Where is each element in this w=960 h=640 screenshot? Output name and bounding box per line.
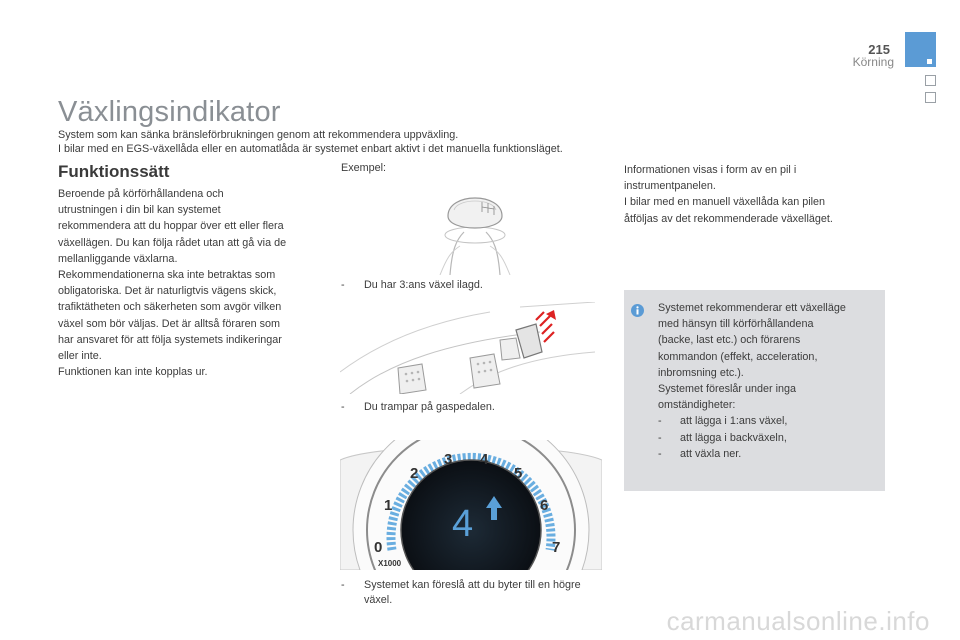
info-line: Systemet rekommenderar ett växelläge	[658, 302, 846, 314]
text-line: eller inte.	[58, 350, 102, 363]
step-dash: -	[341, 401, 345, 413]
text-line: växel som bör väljas. Det är alltså föraren som	[58, 317, 281, 330]
info-line: inbromsning etc.).	[658, 366, 744, 379]
info-item-text: att växla ner.	[680, 447, 742, 460]
info-line: omständigheter:	[658, 399, 736, 412]
info-item-text: att lägga i 1:ans växel,	[680, 415, 788, 428]
info-item-text: att lägga i backväxeln,	[680, 431, 787, 444]
info-line: med hänsyn till körförhållandena	[658, 318, 814, 331]
tachometer-illustration	[340, 440, 602, 570]
chapter-tab-active	[905, 32, 936, 67]
text-line: har ansvaret för att följa systemets indikeringar	[58, 333, 282, 346]
tach-number: 6	[540, 497, 549, 514]
tach-number: 7	[552, 539, 561, 556]
text-line: mellanliggande växlarna.	[58, 252, 178, 265]
step-item	[341, 278, 586, 293]
page-title: Växlingsindikator	[58, 96, 281, 128]
info-list-item	[658, 430, 880, 446]
indicated-gear: 4	[452, 503, 474, 545]
step-item	[341, 578, 586, 607]
text-line: Beroende på körförhållandena och	[58, 188, 224, 200]
tach-number: 0	[374, 539, 383, 556]
step-dash: -	[341, 279, 345, 291]
step-text: Du har 3:ans växel ilagd.	[364, 279, 483, 291]
gear-knob-illustration	[420, 180, 530, 275]
section-heading: Funktionssätt	[58, 162, 170, 181]
step-item	[341, 400, 586, 415]
text-line: instrumentpanelen.	[624, 180, 716, 193]
chapter-tab	[925, 75, 936, 86]
step-text: Systemet kan föreslå att du byter till en högre växel.	[364, 579, 581, 606]
text-line: åtföljas av det rekommenderade växelläget.	[624, 212, 833, 225]
right-column-text	[624, 162, 869, 227]
text-line: rekommendera att du hoppar över ett eller flera	[58, 220, 284, 233]
tach-number: 1	[384, 497, 393, 514]
text-line: obligatoriska. Det är naturligtvis vägens skick,	[58, 285, 277, 298]
text-line: växellägen. Du kan följa rådet utan att gå via de	[58, 236, 287, 249]
info-line: Systemet föreslår under inga	[658, 383, 797, 396]
text-line: Rekommendationerna ska inte betraktas som	[58, 269, 276, 282]
info-dash: -	[658, 415, 662, 428]
info-icon	[631, 304, 644, 317]
info-line: (backe, last etc.) och förarens	[658, 334, 801, 347]
watermark: carmanualsonline.info	[666, 606, 930, 636]
pedals-illustration	[340, 302, 600, 394]
intro-line: I bilar med en EGS-växellåda eller en automatlåda är systemet enbart aktivt i det manuella funktionsläget.	[58, 143, 563, 155]
page-number: 215	[868, 42, 890, 57]
chapter-tab	[925, 92, 936, 103]
info-box-text	[658, 300, 880, 462]
example-label: Exempel:	[341, 162, 387, 174]
info-dash: -	[658, 431, 662, 444]
step-text: Du trampar på gaspedalen.	[364, 401, 495, 413]
info-line: kommandon (effekt, acceleration,	[658, 350, 818, 363]
tach-unit: X1000	[378, 559, 402, 568]
tach-number: 2	[410, 465, 419, 482]
intro-line: System som kan sänka bränsleförbrukningen genom att rekommendera uppväxling.	[58, 129, 459, 141]
info-list-item	[658, 413, 880, 429]
left-column-text	[58, 186, 320, 380]
text-line: trafiktätheten och säkerheten som avgör vilken	[58, 301, 282, 314]
info-list-item	[658, 446, 880, 462]
section-name: Körning	[852, 55, 894, 69]
tach-number: 5	[514, 465, 523, 482]
text-line: I bilar med en manuell växellåda kan pilen	[624, 196, 826, 209]
text-line: Informationen visas i form av en pil i	[624, 164, 797, 176]
info-dash: -	[658, 447, 662, 460]
tach-number: 4	[480, 451, 489, 468]
step-dash: -	[341, 579, 345, 591]
text-line: Funktionen kan inte kopplas ur.	[58, 366, 208, 379]
text-line: utrustningen i din bil kan systemet	[58, 204, 221, 217]
intro-text	[58, 128, 858, 156]
tach-number: 3	[444, 451, 453, 468]
